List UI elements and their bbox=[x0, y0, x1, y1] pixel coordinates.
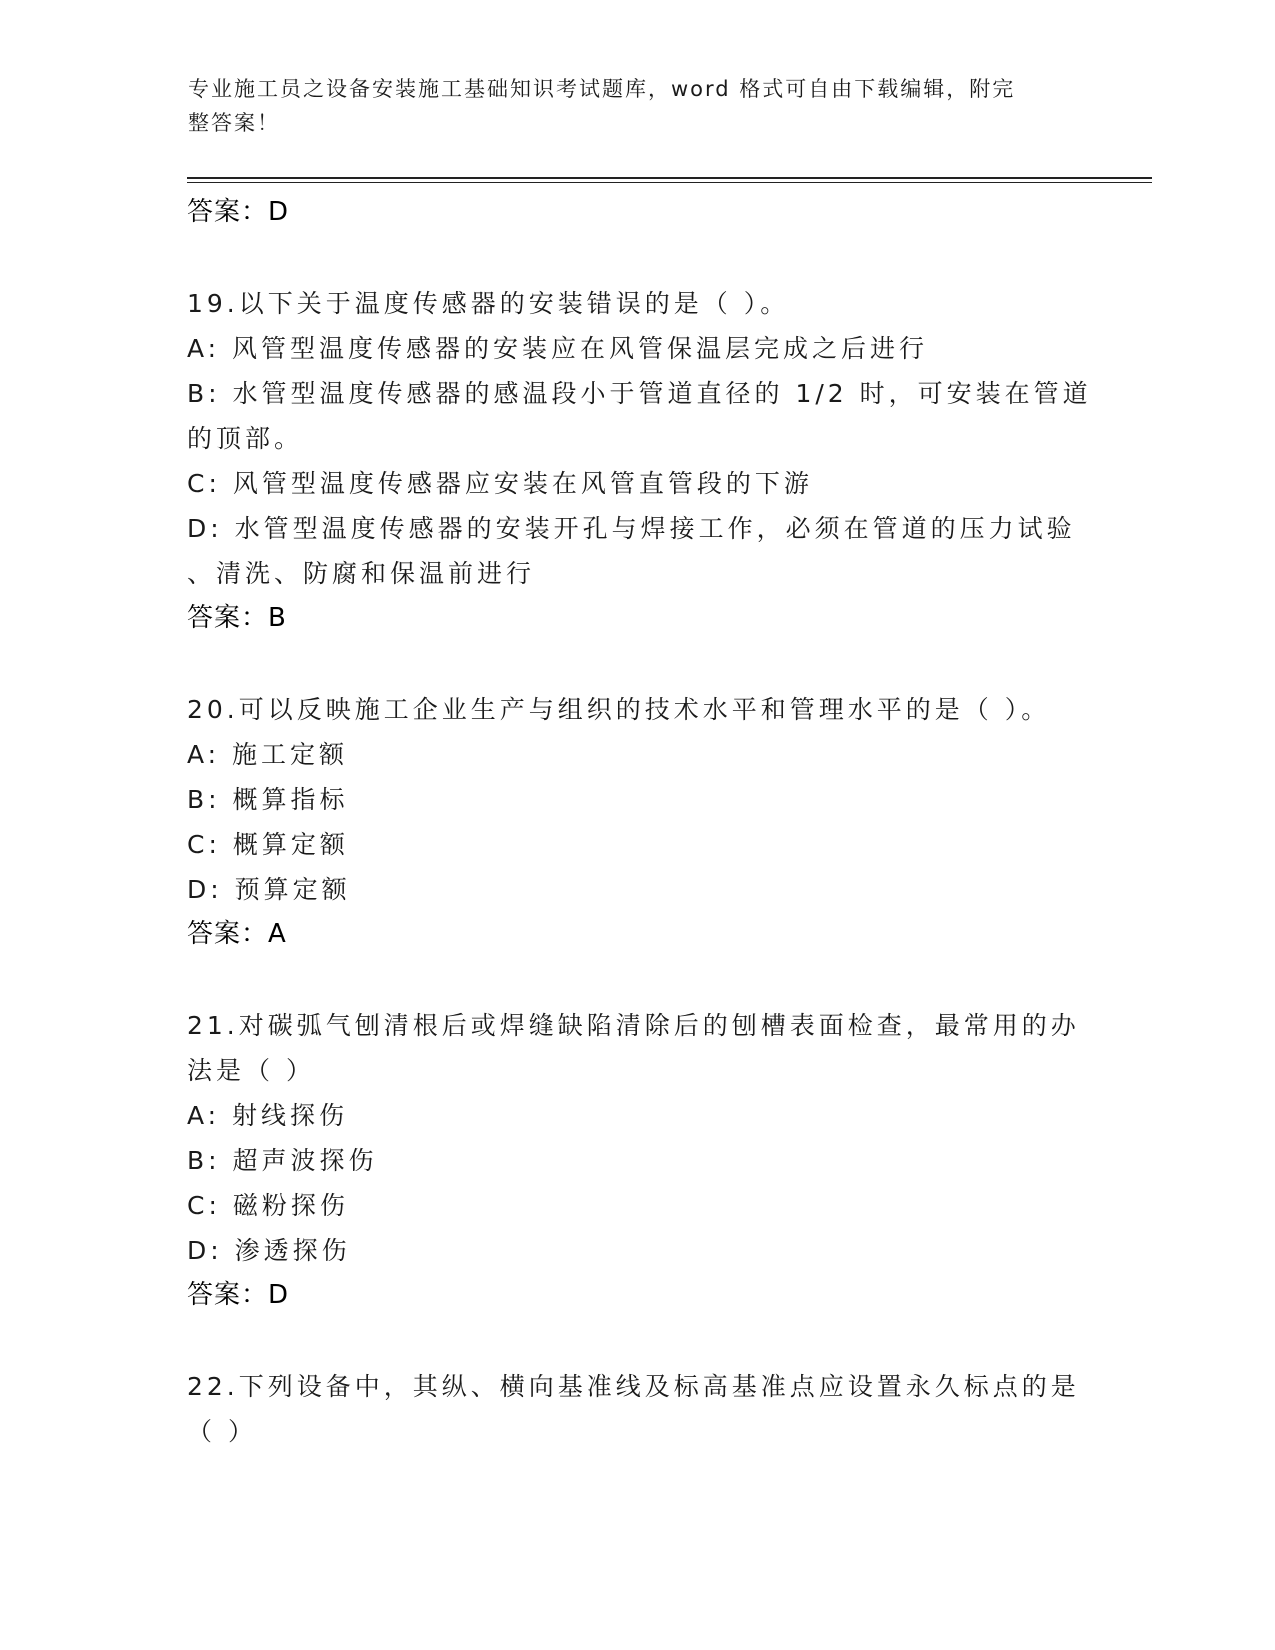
header-line-1: 专业施工员之设备安装施工基础知识考试题库，word 格式可自由下载编辑，附完 bbox=[188, 77, 1016, 101]
question-stem: 22.下列设备中，其纵、横向基准线及标高基准点应设置永久标点的是 bbox=[187, 1372, 1080, 1401]
previous-answer: 答案：D bbox=[187, 197, 290, 227]
option-b: B: 水管型温度传感器的感温段小于管道直径的 1/2 时，可安装在管道 bbox=[187, 379, 1092, 408]
question-20 bbox=[187, 687, 1087, 957]
question-stem: 21.对碳弧气刨清根后或焊缝缺陷清除后的刨槽表面检查，最常用的办 bbox=[187, 1011, 1080, 1040]
answer: 答案：D bbox=[187, 1280, 290, 1310]
option-b: B: 概算指标 bbox=[187, 785, 349, 814]
option-a: A: 射线探伤 bbox=[187, 1101, 349, 1130]
header-divider-top bbox=[187, 177, 1152, 179]
header-line-2: 整答案！ bbox=[188, 111, 280, 135]
document-header bbox=[188, 72, 1078, 140]
spacer bbox=[187, 1318, 1087, 1364]
question-stem-continued: 法是（ ） bbox=[187, 1056, 315, 1085]
option-a: A: 施工定额 bbox=[187, 740, 349, 769]
option-d-continued: 、清洗、防腐和保温前进行 bbox=[187, 559, 536, 588]
question-22 bbox=[187, 1364, 1087, 1454]
question-stem: 20.可以反映施工企业生产与组织的技术水平和管理水平的是（ ）。 bbox=[187, 695, 1051, 724]
option-c: C: 磁粉探伤 bbox=[187, 1191, 349, 1220]
option-a: A: 风管型温度传感器的安装应在风管保温层完成之后进行 bbox=[187, 334, 929, 363]
spacer bbox=[187, 957, 1087, 1003]
option-c: C: 概算定额 bbox=[187, 830, 349, 859]
option-d: D: 渗透探伤 bbox=[187, 1236, 351, 1265]
option-b: B: 超声波探伤 bbox=[187, 1146, 378, 1175]
question-21 bbox=[187, 1003, 1087, 1318]
option-d: D: 水管型温度传感器的安装开孔与焊接工作，必须在管道的压力试验 bbox=[187, 514, 1076, 543]
question-list bbox=[187, 190, 1092, 1454]
question-19 bbox=[187, 281, 1092, 641]
option-b-continued: 的顶部。 bbox=[187, 424, 304, 453]
answer: 答案：A bbox=[187, 919, 287, 949]
spacer bbox=[187, 641, 1087, 687]
question-stem-continued: （ ） bbox=[187, 1417, 257, 1446]
header-divider-bottom bbox=[187, 182, 1152, 183]
option-d: D: 预算定额 bbox=[187, 875, 351, 904]
answer: 答案：B bbox=[187, 603, 287, 633]
spacer bbox=[187, 235, 1087, 281]
option-c: C: 风管型温度传感器应安装在风管直管段的下游 bbox=[187, 469, 813, 498]
question-stem: 19.以下关于温度传感器的安装错误的是（ ）。 bbox=[187, 289, 790, 318]
